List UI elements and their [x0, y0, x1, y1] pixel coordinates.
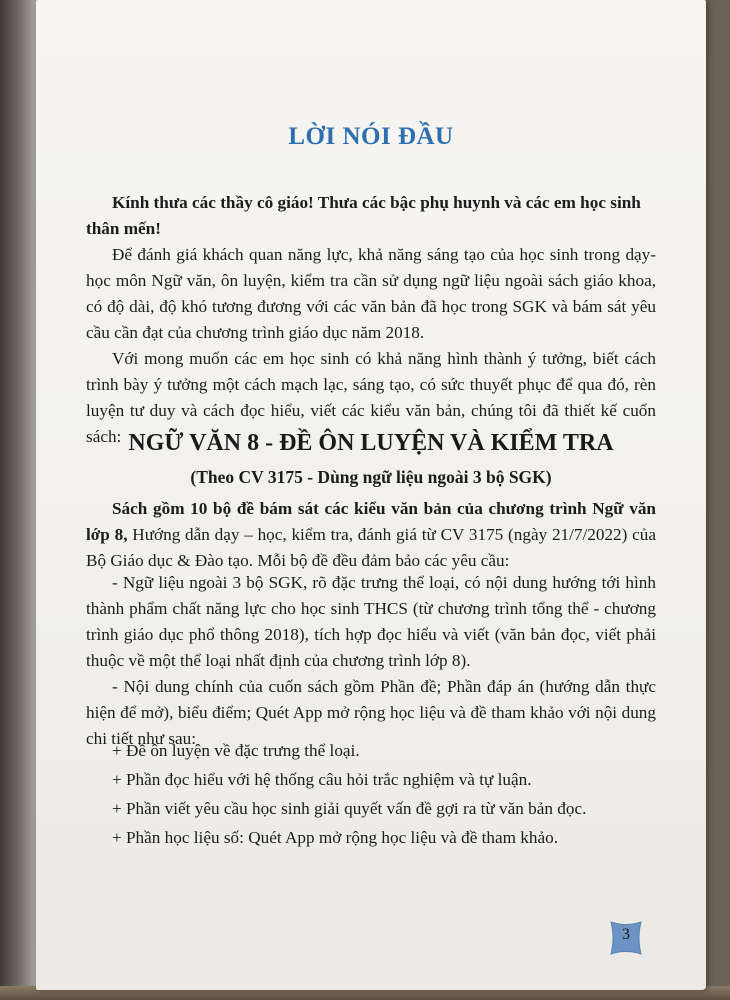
book-subtitle: (Theo CV 3175 - Dùng ngữ liệu ngoài 3 bộ SGK): [190, 467, 552, 487]
page-title: LỜI NÓI ĐẦU: [288, 123, 454, 150]
description-bold: Sách gồm 10 bộ đề bám sát các kiểu văn bản của chương trình Ngữ văn lớp 8,: [86, 499, 656, 544]
requirement-2: - Nội dung chính của cuốn sách gồm Phần đề; Phần đáp án (hướng dẫn thực hiện để mở), biểu điểm; Quét App mở rộng học liệu và đề tham khảo với nội dung chi tiết như sau:: [86, 677, 656, 748]
page-number: 3: [622, 926, 630, 943]
intro-paragraph-2: Với mong muốn các em học sinh có khả năng hình thành ý tưởng, biết cách trình bày ý tưởng một cách mạch lạc, sáng tạo, có sức thuyết phục để qua đó, rèn luyện tư duy và cách đọc hiểu, viết các kiểu văn bản, chúng tôi đã thiết kế cuốn sách:: [86, 349, 656, 446]
list-item: + Phần học liệu số: Quét App mở rộng học liệu và đề tham khảo.: [112, 828, 559, 847]
list-item: + Phần viết yêu cầu học sinh giải quyết vấn đề gợi ra từ văn bản đọc.: [112, 799, 587, 818]
list-item: + Đề ôn luyện về đặc trưng thể loại.: [112, 741, 360, 760]
book-page: [36, 0, 706, 990]
description-paragraph: [86, 496, 656, 574]
requirement-1: - Ngữ liệu ngoài 3 bộ SGK, rõ đặc trưng thể loại, có nội dung hướng tới hình thành phẩm chất năng lực cho học sinh THCS (từ chương trình tổng thể - chương trình giáo dục phổ thông 2018), tích hợp đọc hiểu và viết (văn bản đọc, viết phải thuộc về một thể loại nhất định của chương trình lớp 8).: [86, 573, 656, 670]
greeting-paragraph: Kính thưa các thầy cô giáo! Thưa các bậc phụ huynh và các em học sinh thân mến!: [86, 193, 641, 238]
description-rest: Hướng dẫn dạy – học, kiểm tra, đánh giá từ CV 3175 (ngày 21/7/2022) của Bộ Giáo dục & Đào tạo. Mỗi bộ đề đều đảm bảo các yêu cầu:: [86, 525, 656, 570]
intro-paragraph-1: Để đánh giá khách quan năng lực, khả năng sáng tạo của học sinh trong dạy-học môn Ngữ văn, ôn luyện, kiểm tra cần sử dụng ngữ liệu ngoài sách giáo khoa, có độ dài, độ khó tương đương với các văn bản đã học trong SGK và bám sát yêu cầu cần đạt của chương trình giáo dục năm 2018.: [86, 245, 656, 342]
book-title-heading: NGỮ VĂN 8 - ĐỀ ÔN LUYỆN VÀ KIỂM TRA: [128, 430, 614, 456]
list-item: + Phần đọc hiểu với hệ thống câu hỏi trắc nghiệm và tự luận.: [112, 770, 532, 789]
book-spine-shadow: [0, 0, 40, 1000]
